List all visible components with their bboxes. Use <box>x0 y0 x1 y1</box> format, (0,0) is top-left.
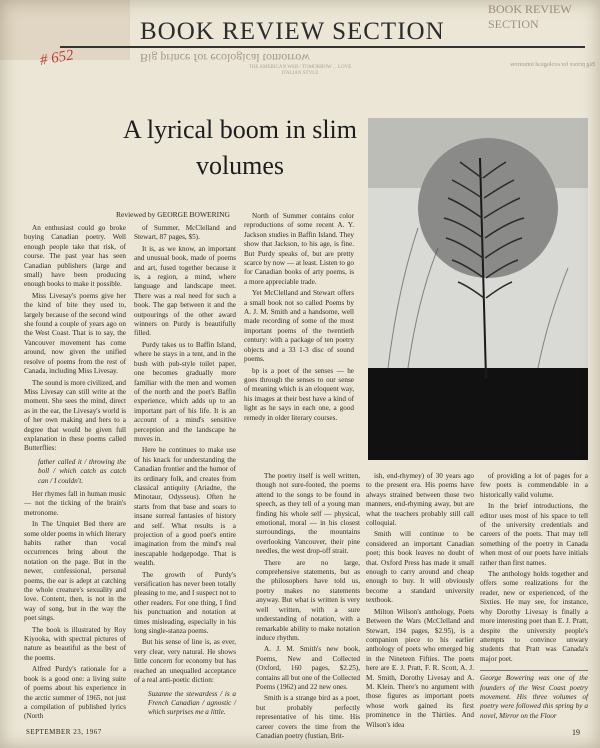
header-rule <box>60 46 585 48</box>
paragraph: Smith is a strange bird as a poet, but probably perfectly representative of his time. His career covers the time from the Canadian poetry (fustian, Brit- <box>256 694 360 740</box>
paragraph: In The Unquiet Bed there are some older poems in which literary habits rather than vocal occurrences bring about the notation on the page. But in the newer, confessional, personal poems, the ear is adept at catching the whole creature's sexuality and love. Content, then, is not in the way of song, but in the way the poet sings. <box>24 520 126 623</box>
paragraph: Alfred Purdy's rationale for a book is a good one: a living suite of poems about his experience in the arctic summer of 1965, not just a compilation of published lyrics (North <box>24 665 126 721</box>
paragraph: It is, as we know, an important and unusual book, made of poems and art, fused together because it is, a region, a mind, where language and landscape meet. There was a real need for such a book. The gap between it and the outpourings of the other award winners on Purdy is beautifully filled. <box>134 244 236 338</box>
article-headline: A lyrical boom in slim volumes <box>123 115 357 180</box>
article-column-5 <box>480 472 588 723</box>
paragraph: Purdy takes us to Baffin Island, where he stays in a tent, and in the bush with pub-style toilet paper, one becomes gradually more familiar with the men and women of the north and the poet's Baffin experience, which adds up to an important part of his life. It is an account of a mind's sensitive perception and the landscape he moves in. <box>134 340 236 443</box>
paragraph: of providing a lot of pages for a few poets is commendable in a historically valid volume. <box>480 472 588 499</box>
page-number: 19 <box>572 728 580 737</box>
reverse-bleed-text: Big prince for ecological tomorrow <box>140 51 310 65</box>
poem-excerpt: father called it / throwing the boll / which catch as catch can / I couldn't. <box>38 457 126 485</box>
article-column-3 <box>244 212 354 425</box>
paragraph: Milton Wilson's anthology, Poets Between the Wars (McClelland and Stewart, 194 pages, $2.95), is a companion piece to his earlier anthology of poets who emerged big in the Nineteen Fifties. The poets here are E. J. Pratt, F. R. Scott, A. J. M. Smith, Dorothy Livesay and A. M. Klein. There's no argument with those figures as important poets whose work gained its first prominence in the Thirties. And Wilson's idea <box>366 607 474 729</box>
faded-ad-text: THE AMERICAN WAR / TOMORROW ... LOVE ITALIAN STYLE <box>248 65 352 76</box>
handwritten-note: # 652 <box>38 47 75 69</box>
paragraph: North of Summer contains color reproductions of some recent A. Y. Jackson studies in Baffin Island. They show that Jackson, to his age, is fine. But Purdy speaks of, but are pretty scarce by now — at least. Listen to go for Canadian books of arty poems, is a more appreciable trade. <box>244 212 354 286</box>
article-column-1 <box>24 224 126 724</box>
paragraph: of Summer, McClelland and Stewart, 87 pages, $5). <box>134 224 236 242</box>
paragraph: The poetry itself is well written, though not sure-footed, the poems attend to the songs to be found in speech, as they tell of a young man finding his whole self — physical, emotional, moral — in his closest surroundings, the mountains overlooking Vancouver, their pine needles, the west drop-off strait. <box>256 472 360 556</box>
faded-bleed-text: Big prince for ecological tomorrow <box>510 62 595 68</box>
plant-photograph <box>368 118 588 460</box>
issue-date: SEPTEMBER 23, 1967 <box>26 728 102 736</box>
paragraph: Yet McClelland and Stewart offers a small book not so called Poems by A. J. M. Smith and a handsome, well made recording of some of the most important poems of the twentieth century: with a package of ten poetry objects and a 33 1-3 disc of sound poems. <box>244 289 354 364</box>
paragraph: Her rhymes fall in human music — not the ticking of the brain's metronome. <box>24 489 126 517</box>
header-bleed-text: BOOK REVIEW SECTION <box>488 2 572 31</box>
paragraph: There are no large, comprehensive statements, but as the philosophers have told us, poetry makes no statements anyway. But what is written is very well written, with a sure understanding of notation, with a remarkable ability to make notation induce rhythm. <box>256 558 360 642</box>
section-title: BOOK REVIEW SECTION <box>140 18 445 45</box>
paragraph: ish, end-rhymey) of 30 years ago to the present era. His poems have always strained between those two manners, end-rhyming away, but are what the teachers probably still call colloquial. <box>366 472 474 528</box>
paragraph: But his sense of line is, as ever, very clear, very natural. He shows little concern for economy but has reached an unequalled acceptance of a real anti-poetic diction: <box>134 638 236 685</box>
paragraph: A. J. M. Smith's new book, Poems, New and Collected (Oxford, 160 pages, $2.25), contains all but one of the Collected Poems (1962) and 22 new ones. <box>256 645 360 691</box>
article-column-3b <box>256 472 360 743</box>
paragraph: bp is a poet of the senses — he goes through the senses to our sense of meaning which is an eloquent way, his images at their best have a kind of light as he says in each one, a good remedy in older literary courses. <box>244 366 354 422</box>
author-bio: George Bowering was one of the founders of the West Coast poetry movement. His three volumes of poetry were followed this spring by a novel, Mirror on the Floor <box>480 670 588 721</box>
article-column-4 <box>366 472 474 732</box>
paragraph: The sound is more civilized, and Miss Livesay can still write at the moment. She sees the mind, direct as in the ear, the Livesay's world is of her own making and hers to a degree that would be given full explanation in these poems called Butterflies: <box>24 378 126 453</box>
paragraph: Smith will continue to be considered an important Canadian poet; this book leaves no doubt of that. Oxford Press has made it small enough to carry around and cheap enough to buy. It will obviously become a standard university textbook. <box>366 530 474 605</box>
poem-excerpt: Suzanne the stewardess / is a French Canadian / agnostic / which surprises me a little. <box>148 689 236 717</box>
paragraph: An enthusiast could go broke buying Canadian poetry. Well enough people take that risk, of course. The past year has seen Canadian publishers (large and small) have been producing enough books to make it possible. <box>24 224 126 289</box>
paragraph: In the brief introductions, the editor uses most of his space to tell of the university credentials and careers of the poets. That may tell something of the poetry in Canada when most of our poets have initials rather than first names. <box>480 502 588 567</box>
paragraph: Miss Livesay's poems give her the kind of bite they used to, largely because of the second wind she found a couple of years ago on the West Coast. That is to say, the Vancouver movement has come around, now given the unified resolve of poems from the rest of Canada, including Miss Livesay. <box>24 291 126 376</box>
paragraph: The growth of Purdy's versification has never been totally pleasing to me, and I suspect not to other readers. For one thing, I find his punctuation and notation at times misleading, especially in his long single-stanza poems. <box>134 570 236 636</box>
paragraph: The anthology holds together and offers some realizations for the reader, new or experienced, of the Sixties. He may see, for instance, why Dorothy Livesay is finally a more interesting poet than E. J. Pratt, despite the university people's attempts to convince unwary students that Pratt was Canada's major poet. <box>480 570 588 663</box>
paragraph: Here he continues to make use of his knack for understanding the Canadian frontier and the humor of its ordinary folk, and creates from classical antiquity (Ariadne, the Minotaur, Odysseus). Often he starts from that base and soars to insane surreal fantasies of history and self. What results is a projection of a good poet's entire imagination from the mind's real inescapable hodgepodge. That is wealth. <box>134 446 236 568</box>
paragraph: The book is illustrated by Roy Kiyooka, with spectral pictures of nature as beautiful as the best of the poems. <box>24 625 126 662</box>
byline: Reviewed by GEORGE BOWERING <box>116 210 230 219</box>
article-column-2 <box>134 224 236 722</box>
